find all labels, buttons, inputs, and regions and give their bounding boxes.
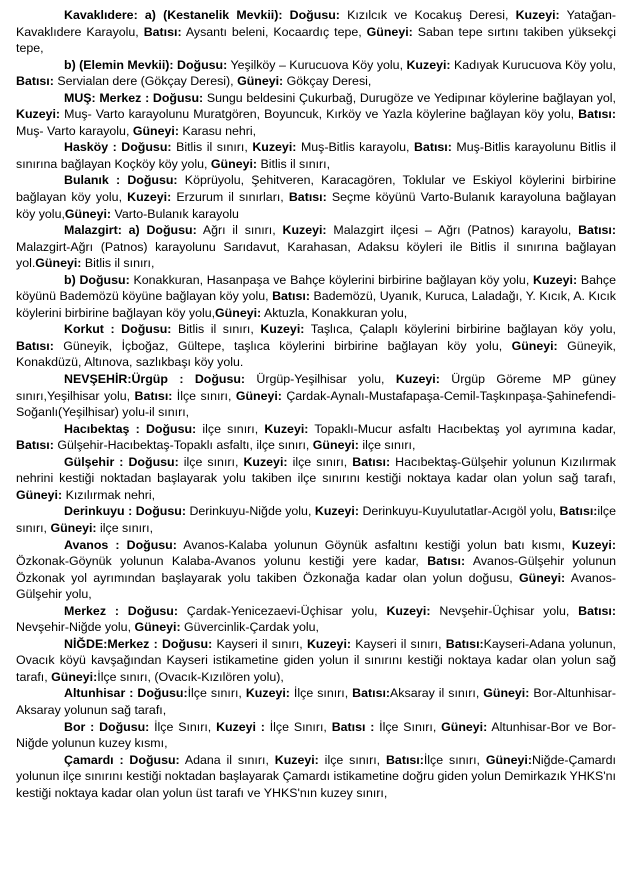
- text-run: Derinkuyu-Kuyulutatlar-Acıgöl yolu,: [358, 504, 560, 519]
- bold-label: Batısı:: [272, 289, 310, 304]
- text-run: Ürgüp Göreme MP güney sınırı,Yeşilhisar yolu,: [16, 372, 617, 403]
- text-run: İlçe sınırı,: [289, 686, 353, 701]
- bold-label: Güneyi:: [519, 570, 566, 585]
- bold-label: Güneyi:: [51, 669, 98, 684]
- bold-label: Batısı:: [385, 752, 424, 767]
- text-run: Muş- Varto karayolunu Muratgören, Boyuncuk, Kırköy ve Yazla köylerine bağlayan köy yolu,: [60, 107, 579, 122]
- bold-label: Kuzeyi :: [216, 719, 265, 734]
- text-run: Kadıyak Kurucuova Köy yolu,: [450, 57, 616, 72]
- text-run: Topaklı-Mucur asfaltı Hacıbektaş yol ayrımına kadar,: [308, 421, 616, 436]
- paragraph: [16, 685, 616, 718]
- text-run: Erzurum il sınırları,: [171, 190, 289, 205]
- bold-label: Güneyi:: [215, 305, 262, 320]
- text-run: İlçe Sınırı,: [264, 719, 332, 734]
- text-run: Köprüyolu, Şehitveren, Karacagören, Toklular ve Eskiyol köylerini birbirine bağlayan köy yolu,: [16, 173, 616, 205]
- text-run: Kızılırmak nehri,: [62, 487, 156, 502]
- paragraph: [16, 90, 616, 140]
- text-run: ilçe sınırı,: [96, 520, 154, 535]
- bold-label: Bulanık : Doğusu:: [64, 173, 178, 188]
- bold-label: Kuzeyi:: [406, 57, 451, 72]
- bold-label: Kuzeyi:: [314, 504, 359, 519]
- paragraph: [16, 454, 616, 504]
- bold-label: Derinkuyu : Doğusu:: [64, 504, 186, 519]
- bold-label: NİĞDE:Merkez : Doğusu:: [64, 636, 213, 651]
- text-run: Avanos-Gülşehir yolunun Özkonak yol ayrımından başlayarak yolu takiben Özkonağa kadar olan yolun doğusu,: [16, 554, 616, 585]
- bold-label: Kuzeyi:: [571, 537, 616, 552]
- text-run: Çardak-Yenicezaevi-Üçhisar yolu,: [177, 603, 387, 618]
- bold-label: NEVŞEHİR:Ürgüp : Doğusu:: [64, 372, 246, 387]
- paragraph: [16, 172, 616, 222]
- text-run: Kızılcık ve Kocakuş Deresi,: [339, 8, 516, 22]
- text-run: Malazgirt-Ağrı (Patnos) karayolunu Sarıdavut, Karahasan, Adaksu köyleri ile Bitlis il sınırına bağlayan yol.: [16, 239, 616, 271]
- text-run: Kayseri il sınırı,: [351, 636, 446, 651]
- paragraph: [16, 139, 616, 172]
- paragraph: [16, 57, 616, 90]
- text-run: Derinkuyu-Niğde yolu,: [185, 504, 315, 519]
- bold-label: Güneyi:: [64, 206, 112, 221]
- bold-label: Güneyi:: [483, 686, 530, 701]
- bold-label: Batısı:: [352, 454, 391, 469]
- bold-label: Kuzeyi:: [274, 752, 319, 767]
- bold-label: Batısı:: [134, 388, 173, 403]
- text-run: Aktuzla, Konakkuran yolu,: [261, 305, 408, 320]
- paragraph: [16, 752, 616, 802]
- bold-label: Güneyi:: [134, 620, 181, 635]
- bold-label: Kuzeyi:: [282, 223, 327, 238]
- text-run: Malazgirt ilçesi – Ağrı (Patnos) karayolu,: [326, 223, 579, 238]
- bold-label: Kuzeyi:: [245, 686, 290, 701]
- bold-label: MUŞ: Merkez : Doğusu:: [64, 90, 204, 105]
- text-run: ilçe sınırı,: [318, 752, 386, 767]
- bold-label: Güneyi:: [50, 520, 97, 535]
- text-run: Niğde-Çamardı yolunun ilçe sınırını kestiği noktadan başlayarak Çamardı istikametine doğru giden yolun Demirkazık YHKS'nı kestiği noktaya kadar olan yolun üst tarafı ve YHKS'nın kuzey sınırı,: [16, 752, 616, 800]
- bold-label: Güneyi:: [366, 24, 413, 39]
- bold-label: Çamardı : Doğusu:: [64, 752, 180, 767]
- text-run: Bor-Altunhisar-Aksaray yolunun sağ tarafı,: [16, 686, 617, 717]
- text-run: İlçe sınırı,: [187, 686, 246, 701]
- bold-label: b) Doğusu:: [64, 272, 130, 287]
- bold-label: Güneyi:: [312, 438, 359, 453]
- bold-label: Kuzeyi:: [252, 140, 297, 155]
- text-run: Gökçay Deresi,: [283, 74, 372, 89]
- text-run: Adana il sınırı,: [179, 752, 275, 767]
- text-run: Altunhisar-Bor ve Bor-Niğde yolunun kuzey kısmı,: [16, 719, 616, 751]
- bold-label: Batısı:: [414, 140, 452, 155]
- bold-label: Batısı:: [143, 24, 182, 39]
- text-run: Bitlis il sınırı,: [257, 156, 331, 171]
- text-run: Aksaray il sınırı,: [390, 686, 484, 701]
- paragraph: [16, 537, 616, 603]
- text-run: ilçe sınırı,: [16, 504, 616, 535]
- bold-label: Batısı:: [578, 107, 616, 122]
- bold-label: Güneyi:: [237, 74, 284, 89]
- paragraph: [16, 603, 616, 636]
- bold-label: Kuzeyi:: [533, 272, 578, 287]
- bold-label: Güneyi:: [132, 123, 179, 138]
- text-run: Muş-Bitlis karayolunu Bitlis il sınırına bağlayan Koçköy köy yolu,: [16, 140, 616, 171]
- paragraph: [16, 222, 616, 272]
- text-run: Bitlis il sınırı,: [81, 256, 155, 271]
- paragraph: [16, 503, 616, 536]
- bold-label: Merkez : Doğusu:: [64, 603, 178, 618]
- bold-label: Hasköy : Doğusu:: [64, 140, 172, 155]
- text-run: Ürgüp-Yeşilhisar yolu,: [245, 372, 396, 387]
- text-run: ilçe sınırı,: [358, 438, 416, 453]
- text-run: Servialan dere (Gökçay Deresi),: [53, 74, 238, 89]
- text-run: Varto-Bulanık karayolu: [111, 206, 239, 221]
- bold-label: Hacıbektaş : Doğusu:: [64, 421, 197, 436]
- bold-label: Korkut : Doğusu:: [64, 322, 172, 337]
- bold-label: Kuzeyi:: [260, 322, 305, 337]
- text-run: Çardak-Aynalı-Mustafapaşa-Cemil-Taşkınpaşa-Şahinefendi-Soğanlı(Yeşilhisar) yolu-il sınırı,: [16, 388, 616, 420]
- bold-label: Kuzeyi:: [515, 8, 560, 22]
- paragraph: [16, 421, 616, 454]
- bold-label: Avanos : Doğusu:: [64, 537, 177, 552]
- text-run: ilçe sınırı,: [178, 454, 244, 469]
- bold-label: Kuzeyi:: [243, 454, 288, 469]
- bold-label: b) (Elemin Mevkii): Doğusu:: [64, 57, 228, 72]
- text-run: Avanos-Gülşehir yolu,: [16, 570, 616, 602]
- text-run: Bademözü, Uyanık, Kuruca, Laladağı, Y. Kıcık, A. Kıcık köylerini birbirine bağlayan köy yolu,: [16, 289, 616, 320]
- text-run: Muş-Bitlis karayolu,: [296, 140, 414, 155]
- paragraph: [16, 371, 616, 421]
- bold-label: Kuzeyi:: [264, 421, 309, 436]
- bold-label: Malazgirt: a) Doğusu:: [64, 223, 197, 238]
- text-run: ilçe sınırı,: [196, 421, 265, 436]
- text-run: İlçe sınırı, (Ovacık-Kızılören yolu),: [97, 669, 284, 684]
- bold-label: Kavaklıdere: a) (Kestanelik Mevkii): Doğusu:: [64, 8, 340, 22]
- text-run: Seçme köyünü Varto-Bulanık karayoluna bağlayan köy yolu,: [16, 190, 616, 221]
- text-run: Yeşilköy – Kurucuova Köy yolu,: [227, 57, 407, 72]
- bold-label: Kuzeyi:: [16, 107, 61, 122]
- text-run: Bahçe köyünü Bademözü köyüne bağlayan köy yolu,: [16, 272, 616, 304]
- text-run: Kayseri il sınırı,: [212, 636, 307, 651]
- text-run: İlçe sınırı,: [423, 752, 486, 767]
- bold-label: Batısı:: [16, 438, 54, 453]
- text-run: Özkonak-Göynük yolunun Kalaba-Avanos yolunu kestiği yere kadar,: [16, 554, 428, 569]
- bold-label: Altunhisar : Doğusu:: [64, 686, 188, 701]
- paragraph: [16, 272, 616, 322]
- text-run: Nevşehir-Niğde yolu,: [16, 620, 135, 635]
- text-run: Hacıbektaş-Gülşehir yolunun Kızılırmak nehrini kestiği noktadan başlayarak yolu takiben ilçe sınırını kestiği noktaya kadar olan yolun sağ tarafı,: [16, 454, 616, 486]
- text-run: Avanos-Kalaba yolunun Göynük asfaltını kestiği yolun batı kısmı,: [176, 537, 572, 552]
- text-run: İlçe Sınırı,: [149, 719, 217, 734]
- text-run: İlçe sınırı,: [172, 388, 236, 403]
- text-run: Yatağan-Kavaklıdere Karayolu,: [16, 8, 616, 39]
- bold-label: Batısı:: [16, 338, 54, 353]
- text-run: Gülşehir-Hacıbektaş-Topaklı asfaltı, ilçe sınırı,: [53, 438, 313, 453]
- bold-label: Kuzeyi:: [395, 372, 440, 387]
- bold-label: Batısı:: [16, 74, 54, 89]
- text-run: Konakkuran, Hasanpaşa ve Bahçe köylerini birbirine bağlayan köy yolu,: [129, 272, 534, 287]
- bold-label: Güneyi:: [35, 256, 82, 271]
- text-run: Güneyik, İçboğaz, Gültepe, taşlıca köylerini birbirine bağlayan köy yolu,: [53, 338, 512, 353]
- text-run: Bitlis il sınırı,: [171, 322, 261, 337]
- text-run: Güneyik, Konakdüzü, Altınova, sazlıkbaşı köy yolu.: [16, 338, 617, 370]
- bold-label: Kuzeyi:: [386, 603, 431, 618]
- bold-label: Kuzeyi:: [127, 190, 172, 205]
- text-run: Karasu nehri,: [178, 123, 257, 138]
- bold-label: Batısı:: [578, 603, 616, 618]
- text-run: Sungu beldesini Çukurbağ, Durugöze ve Yedipınar köylerine bağlayan yol,: [203, 90, 616, 105]
- bold-label: Kuzeyi:: [306, 636, 352, 651]
- text-run: Bitlis il sınırı,: [171, 140, 253, 155]
- text-run: Kayseri-Adana yolunun, Ovacık köyü kavşağından Kayseri istikametine giden yolun il sınırını kestiği noktaya kadar olan yolun sağ tarafı,: [16, 636, 616, 684]
- bold-label: Güneyi:: [235, 388, 282, 403]
- paragraph: [16, 719, 616, 752]
- bold-label: Batısı:: [445, 636, 484, 651]
- text-run: Ağrı il sınırı,: [196, 223, 283, 238]
- bold-label: Batısı:: [352, 686, 391, 701]
- bold-label: Batısı:: [559, 504, 598, 519]
- bold-label: Batısı:: [427, 554, 466, 569]
- bold-label: Güneyi:: [210, 156, 258, 171]
- bold-label: Güneyi:: [511, 338, 558, 353]
- text-run: ilçe sınırı,: [287, 454, 353, 469]
- text-run: İlçe Sınırı,: [374, 719, 442, 734]
- bold-label: Bor : Doğusu:: [64, 719, 150, 734]
- bold-label: Güneyi:: [16, 487, 63, 502]
- bold-label: Güneyi:: [485, 752, 532, 767]
- paragraph: [16, 321, 616, 371]
- text-run: Taşlıca, Çalaplı köylerini birbirine bağlayan köy yolu,: [304, 322, 616, 337]
- bold-label: Batısı:: [288, 190, 327, 205]
- paragraph: [16, 7, 616, 57]
- bold-label: Gülşehir : Doğusu:: [64, 454, 179, 469]
- paragraph: [16, 636, 616, 686]
- text-run: Güvercinlik-Çardak yolu,: [180, 620, 320, 635]
- text-run: Aysantı beleni, Kocaardıç tepe,: [181, 24, 367, 39]
- bold-label: Güneyi:: [441, 719, 488, 734]
- bold-label: Batısı :: [331, 719, 375, 734]
- text-run: Nevşehir-Üçhisar yolu,: [430, 603, 579, 618]
- bold-label: Batısı:: [578, 223, 616, 238]
- text-run: Muş- Varto karayolu,: [16, 123, 133, 138]
- text-run: Saban tepe sırtını takiben yüksekçi tepe,: [16, 24, 616, 56]
